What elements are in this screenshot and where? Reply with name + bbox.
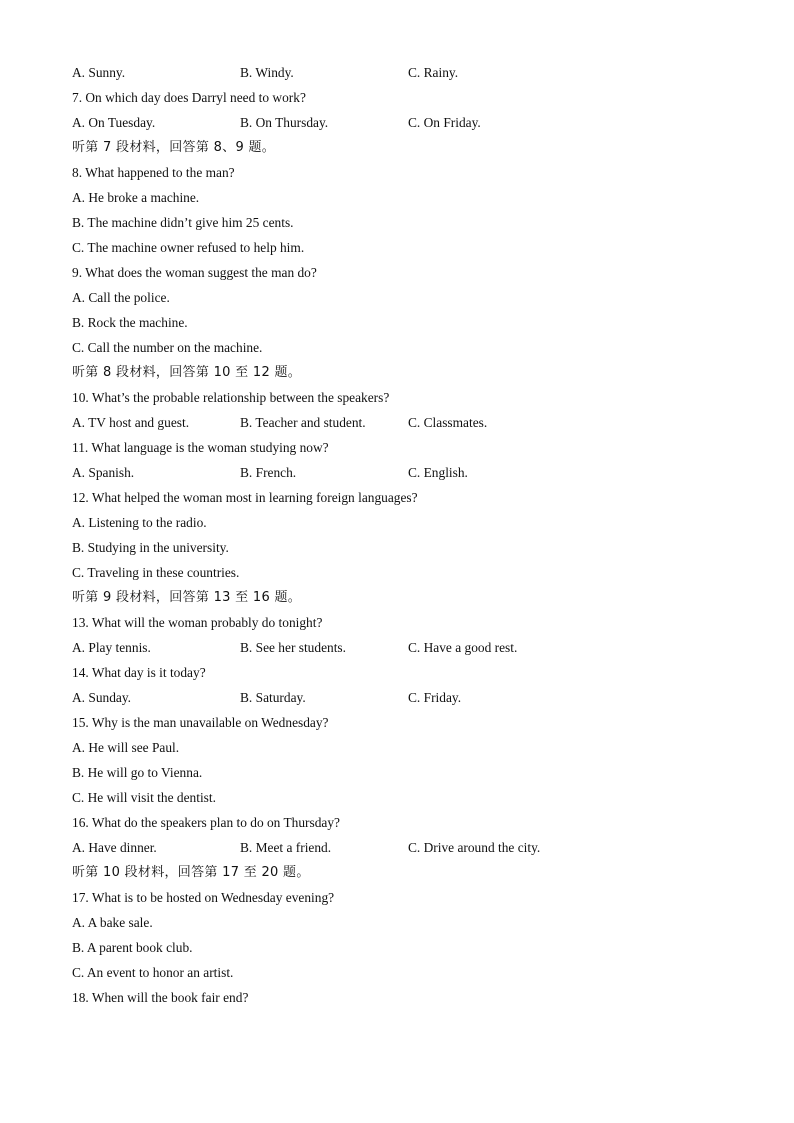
section-instruction: 听第 7 段材料，回答第 8、9 题。 bbox=[72, 140, 276, 155]
answer-options-row bbox=[72, 638, 732, 663]
answer-option-b: B. Teacher and student. bbox=[240, 415, 366, 430]
answer-options-row bbox=[72, 688, 732, 713]
question-line: A. He broke a machine. bbox=[72, 190, 200, 205]
answer-option-a: A. Play tennis. bbox=[72, 640, 151, 655]
answer-option-a: A. Spanish. bbox=[72, 465, 135, 480]
question-line: C. Traveling in these countries. bbox=[72, 565, 240, 580]
question-line: 16. What do the speakers plan to do on Thursday? bbox=[72, 815, 341, 830]
question-line: C. Call the number on the machine. bbox=[72, 340, 263, 355]
question-line: B. The machine didn’t give him 25 cents. bbox=[72, 215, 294, 230]
question-line: C. The machine owner refused to help him. bbox=[72, 240, 305, 255]
question-line: 8. What happened to the man? bbox=[72, 165, 235, 180]
answer-option-c: C. Friday. bbox=[408, 690, 462, 705]
answer-option-b: B. On Thursday. bbox=[240, 115, 329, 130]
answer-option-b: B. Meet a friend. bbox=[240, 840, 332, 855]
question-line: A. He will see Paul. bbox=[72, 740, 180, 755]
answer-option-b: B. Saturday. bbox=[240, 690, 306, 705]
question-line: C. He will visit the dentist. bbox=[72, 790, 216, 805]
section-instruction: 听第 8 段材料，回答第 10 至 12 题。 bbox=[72, 365, 302, 380]
question-line: 10. What’s the probable relationship between the speakers? bbox=[72, 390, 390, 405]
answer-options-row bbox=[72, 463, 732, 488]
question-line: A. A bake sale. bbox=[72, 915, 153, 930]
question-line: 15. Why is the man unavailable on Wednesday? bbox=[72, 715, 329, 730]
answer-option-a: A. TV host and guest. bbox=[72, 415, 190, 430]
question-line: 18. When will the book fair end? bbox=[72, 990, 249, 1005]
document-page bbox=[72, 63, 732, 1013]
question-line: B. He will go to Vienna. bbox=[72, 765, 203, 780]
question-line: B. Studying in the university. bbox=[72, 540, 229, 555]
answer-option-b: B. See her students. bbox=[240, 640, 346, 655]
question-line: A. Listening to the radio. bbox=[72, 515, 207, 530]
question-line: 14. What day is it today? bbox=[72, 665, 206, 680]
section-instruction: 听第 10 段材料，回答第 17 至 20 题。 bbox=[72, 865, 310, 880]
answer-option-a: A. Sunday. bbox=[72, 690, 132, 705]
question-line: 7. On which day does Darryl need to work? bbox=[72, 90, 306, 105]
question-line: B. A parent book club. bbox=[72, 940, 193, 955]
answer-option-c: C. Rainy. bbox=[408, 65, 459, 80]
answer-option-a: A. On Tuesday. bbox=[72, 115, 156, 130]
answer-option-c: C. Classmates. bbox=[408, 415, 488, 430]
question-line: B. Rock the machine. bbox=[72, 315, 188, 330]
answer-options-row bbox=[72, 63, 732, 88]
answer-option-c: C. Drive around the city. bbox=[408, 840, 541, 855]
question-line: 12. What helped the woman most in learning foreign languages? bbox=[72, 490, 418, 505]
question-line: C. An event to honor an artist. bbox=[72, 965, 234, 980]
answer-option-a: A. Have dinner. bbox=[72, 840, 157, 855]
section-instruction: 听第 9 段材料，回答第 13 至 16 题。 bbox=[72, 590, 302, 605]
question-line: 9. What does the woman suggest the man do? bbox=[72, 265, 317, 280]
answer-option-c: C. Have a good rest. bbox=[408, 640, 518, 655]
answer-option-c: C. On Friday. bbox=[408, 115, 481, 130]
answer-option-a: A. Sunny. bbox=[72, 65, 126, 80]
answer-option-b: B. French. bbox=[240, 465, 297, 480]
answer-options-row bbox=[72, 113, 732, 138]
question-line: 13. What will the woman probably do tonight? bbox=[72, 615, 323, 630]
question-line: 11. What language is the woman studying now? bbox=[72, 440, 329, 455]
question-line: A. Call the police. bbox=[72, 290, 170, 305]
answer-option-b: B. Windy. bbox=[240, 65, 294, 80]
answer-options-row bbox=[72, 413, 732, 438]
question-line: 17. What is to be hosted on Wednesday evening? bbox=[72, 890, 335, 905]
answer-option-c: C. English. bbox=[408, 465, 468, 480]
answer-options-row bbox=[72, 838, 732, 863]
